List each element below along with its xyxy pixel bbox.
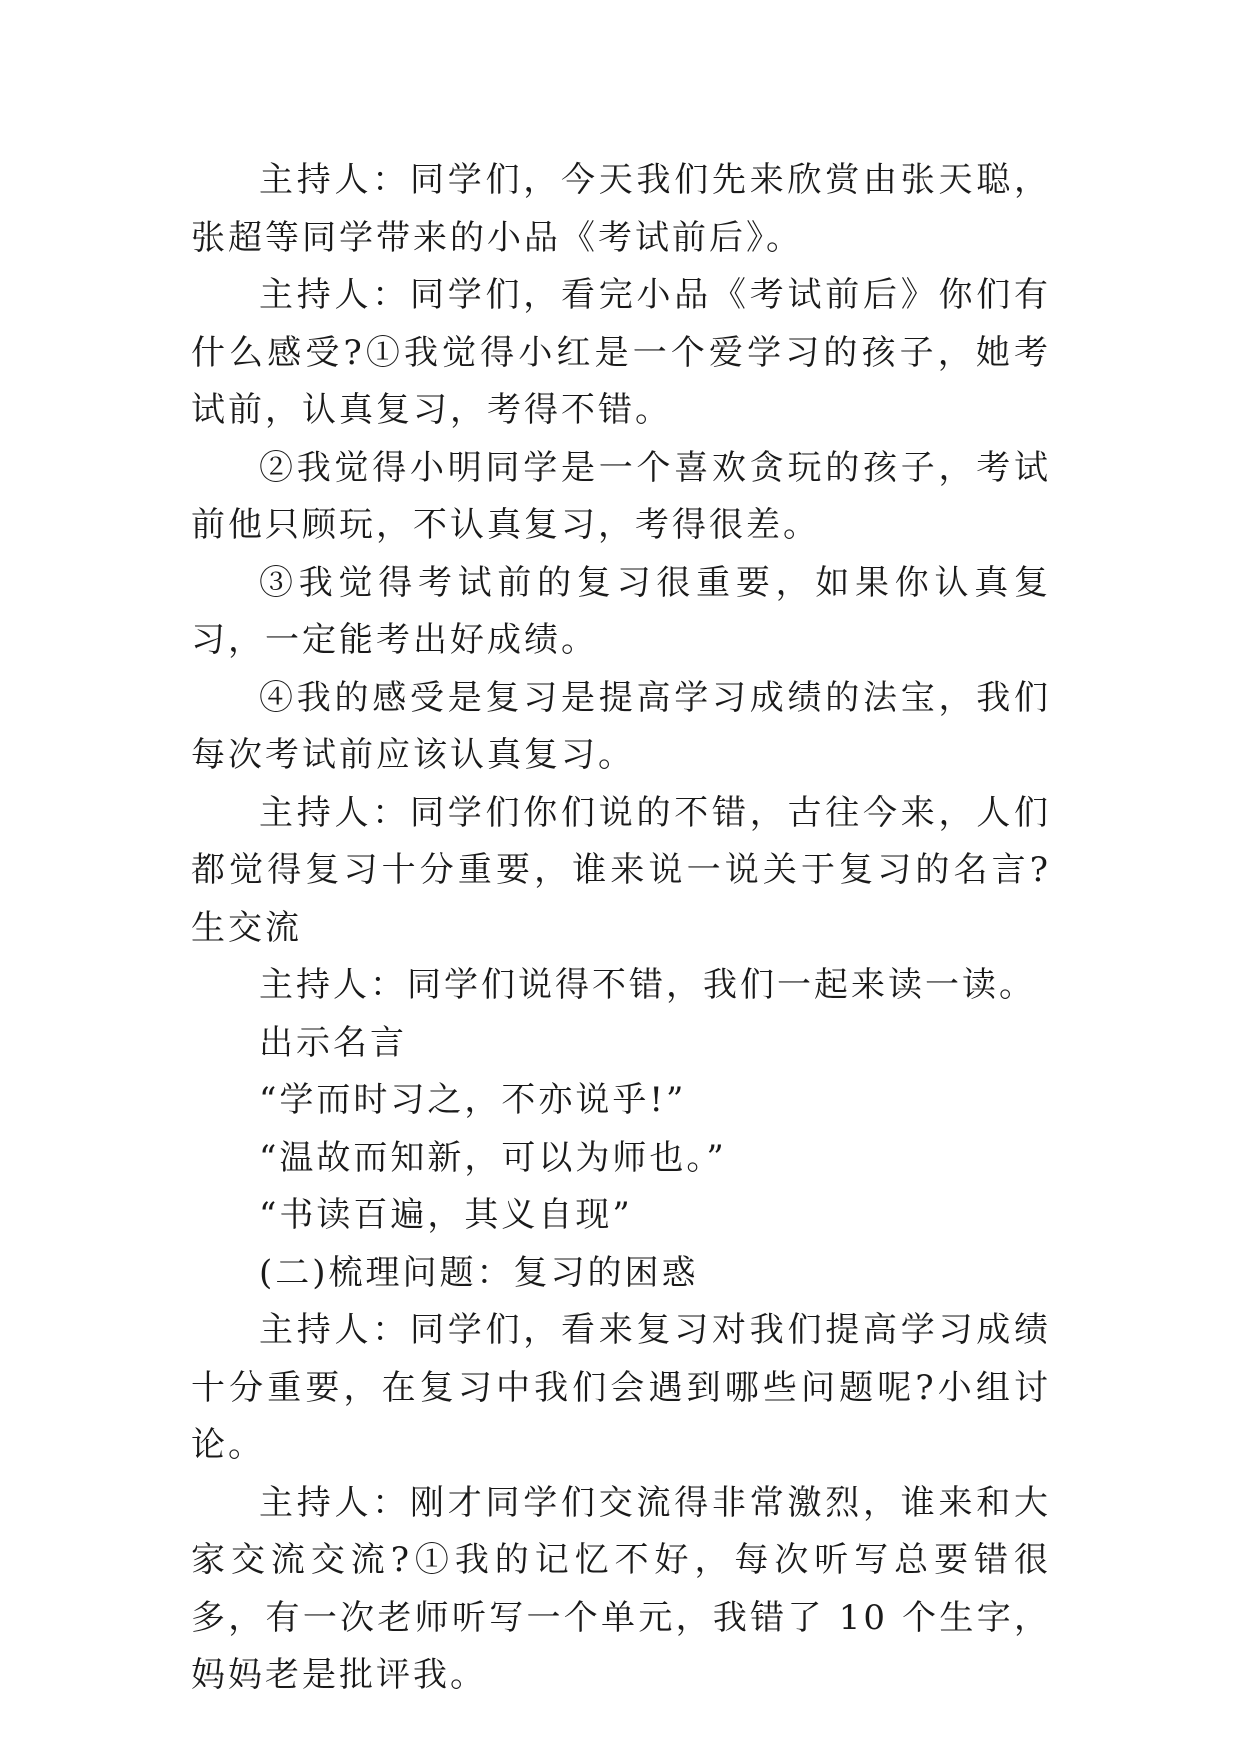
- paragraph: ②我觉得小明同学是一个喜欢贪玩的孩子，考试前他只顾玩，不认真复习，考得很差。: [191, 447, 1051, 545]
- paragraph: 主持人：同学们，看完小品《考试前后》你们有什么感受?①我觉得小红是一个爱学习的孩子，她考试前，认真复习，考得不错。: [191, 275, 1051, 430]
- paragraph: 主持人：刚才同学们交流得非常激烈，谁来和大家交流交流?①我的记忆不好，每次听写总要错很多，有一次老师听写一个单元，我错了 10 个生字，妈妈老是批评我。: [191, 1482, 1051, 1695]
- quote-line: “学而时习之，不亦说乎!”: [259, 1080, 687, 1120]
- paragraph: ③我觉得考试前的复习很重要，如果你认真复习，一定能考出好成绩。: [191, 562, 1051, 660]
- paragraph: 主持人：同学们你们说的不错，古往今来，人们都觉得复习十分重要，谁来说一说关于复习的名言?生交流: [191, 792, 1051, 948]
- paragraph: 主持人：同学们说得不错，我们一起来读一读。: [259, 965, 1036, 1005]
- paragraph: ④我的感受是复习是提高学习成绩的法宝，我们每次考试前应该认真复习。: [191, 677, 1051, 775]
- quote-line: “温故而知新，可以为师也。”: [259, 1137, 727, 1178]
- quote-line: “书读百遍，其义自现”: [259, 1195, 633, 1235]
- document-body: [191, 152, 1051, 1705]
- paragraph: 主持人：同学们，今天我们先来欣赏由张天聪，张超等同学带来的小品《考试前后》。: [191, 160, 1051, 258]
- section-heading: (二)梳理问题：复习的困惑: [259, 1252, 699, 1293]
- paragraph: 主持人：同学们，看来复习对我们提高学习成绩十分重要，在复习中我们会遇到哪些问题呢?小组讨论。: [191, 1310, 1051, 1465]
- paragraph: 出示名言: [259, 1022, 407, 1063]
